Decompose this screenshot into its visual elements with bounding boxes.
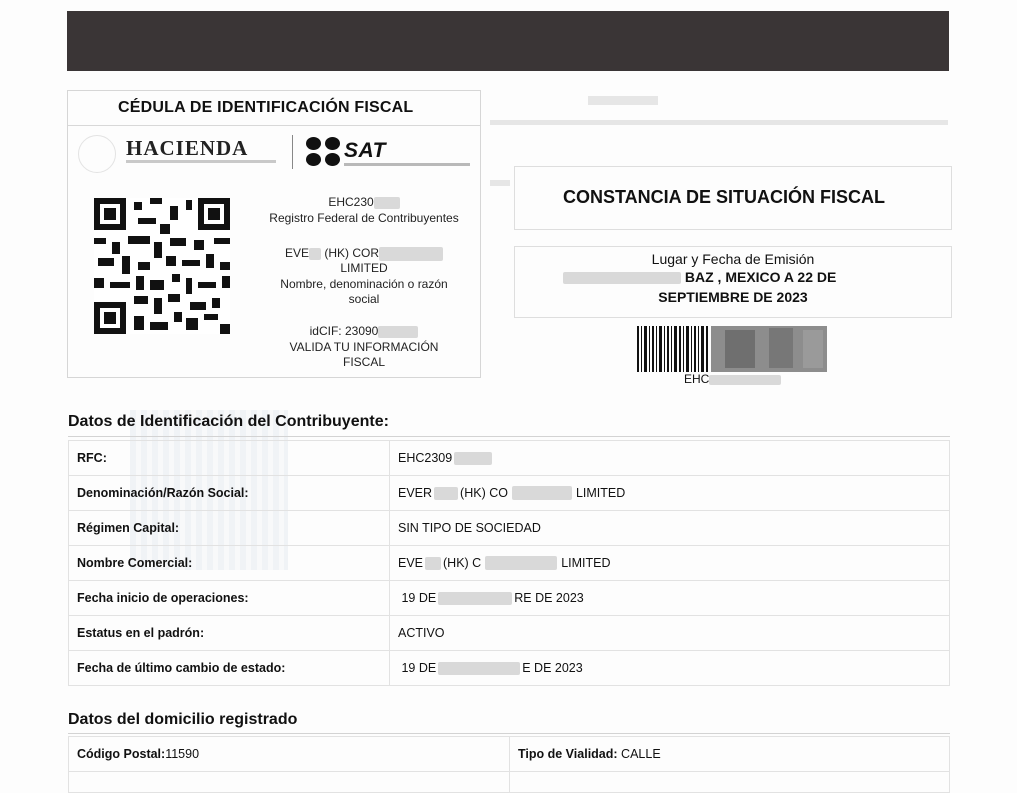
empty-cell — [69, 772, 510, 793]
barcode-id: EHC — [684, 372, 781, 386]
faint-text-band — [490, 180, 510, 186]
table-row — [69, 651, 950, 686]
section-divider — [68, 436, 950, 437]
field-label: Régimen Capital: — [69, 511, 390, 546]
lugar-date: SEPTIEMBRE DE 2023 — [658, 289, 808, 305]
mexico-shield-icon — [78, 135, 116, 173]
domicilio-table — [68, 736, 950, 793]
field-label: RFC: — [69, 441, 390, 476]
hacienda-logo: HACIENDA — [126, 136, 249, 160]
cedula-title: CÉDULA DE IDENTIFICACIÓN FISCAL — [118, 99, 414, 116]
name-label-cont: social — [348, 292, 380, 306]
name-label: Nombre, denominación o razón — [280, 277, 448, 291]
tipo-vialidad: Tipo de Vialidad: CALLE — [510, 737, 950, 772]
sat-logo: SAT — [344, 139, 386, 162]
section-identificacion: Datos de Identificación del Contribuyente: — [68, 413, 389, 430]
table-row — [69, 476, 950, 511]
codigo-postal: Código Postal:11590 — [69, 737, 510, 772]
barcode — [637, 326, 827, 372]
field-value: EVER (HK) CO LIMITED — [390, 476, 950, 511]
field-label: Fecha inicio de operaciones: — [69, 581, 390, 616]
valida-link-cont[interactable]: FISCAL — [342, 355, 385, 369]
table-row — [69, 737, 950, 772]
valida-link[interactable]: VALIDA TU INFORMACIÓN — [289, 340, 439, 354]
constancia-box — [514, 166, 952, 230]
qr-code[interactable] — [94, 198, 230, 334]
field-label: Fecha de último cambio de estado: — [69, 651, 390, 686]
field-value: SIN TIPO DE SOCIEDAD — [390, 511, 950, 546]
field-label: Denominación/Razón Social: — [69, 476, 390, 511]
sat-logo-icon — [306, 137, 342, 167]
field-label: Nombre Comercial: — [69, 546, 390, 581]
sat-subtitle-bar — [344, 163, 470, 166]
contributor-name: EVE (HK) COR — [258, 246, 470, 261]
field-value: EVE (HK) C LIMITED — [390, 546, 950, 581]
contributor-name-end: LIMITED — [340, 261, 388, 275]
faint-text-band — [490, 120, 948, 125]
idcif: idCIF: 23090 — [258, 324, 470, 339]
lugar-fecha-box — [514, 246, 952, 318]
table-row — [69, 546, 950, 581]
table-row — [69, 441, 950, 476]
table-row — [69, 511, 950, 546]
cedula-card — [67, 90, 481, 378]
field-label: Estatus en el padrón: — [69, 616, 390, 651]
hacienda-subtitle-bar — [126, 160, 276, 163]
lugar-line: BAZ , MEXICO A 22 DE — [563, 269, 836, 285]
redacted-header-bar — [67, 11, 949, 71]
faint-text-band — [588, 96, 658, 105]
field-value: EHC2309 — [390, 441, 950, 476]
table-row — [69, 581, 950, 616]
section-domicilio: Datos del domicilio registrado — [68, 711, 298, 728]
table-row — [69, 616, 950, 651]
field-value: 19 DE RE DE 2023 — [390, 581, 950, 616]
divider — [68, 125, 480, 126]
rfc-label: Registro Federal de Contribuyentes — [269, 211, 459, 225]
section-divider — [68, 733, 950, 734]
field-value: 19 DE E DE 2023 — [390, 651, 950, 686]
table-row — [69, 772, 950, 793]
field-value: ACTIVO — [390, 616, 950, 651]
lugar-label: Lugar y Fecha de Emisión — [651, 251, 815, 267]
rfc-value: EHC230 — [258, 195, 470, 210]
empty-cell — [510, 772, 950, 793]
constancia-title: CONSTANCIA DE SITUACIÓN FISCAL — [563, 187, 885, 207]
logo-divider — [292, 135, 293, 169]
datos-table — [68, 440, 950, 686]
